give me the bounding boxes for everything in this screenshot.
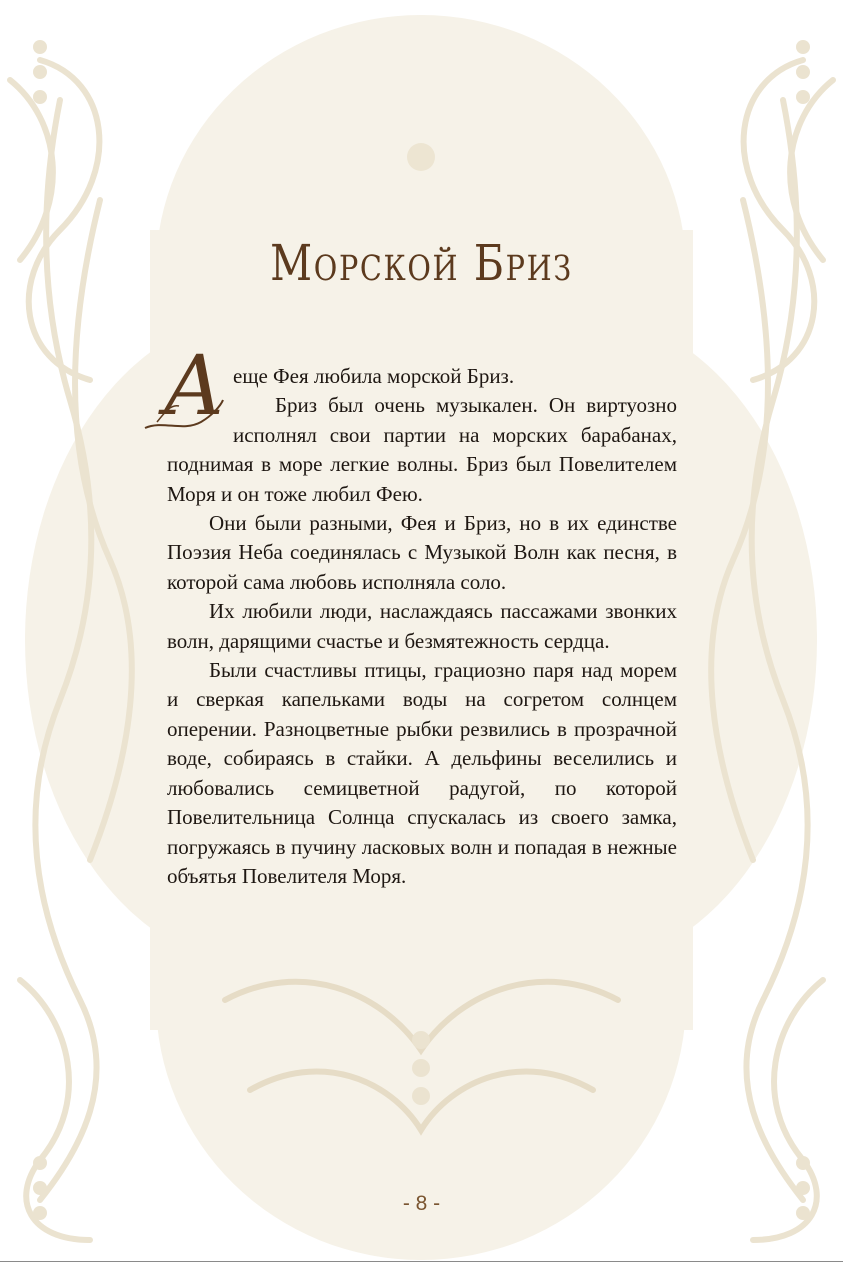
paragraph-text: еще Фея любила морской Бриз. [233, 364, 515, 388]
paragraph: Бриз был очень музыкален. Он виртуозно исполнял свои партии на морских барабанах, поднимая в море легкие волны. Бриз был Повелителем Моря и он тоже любил Фею. [167, 393, 677, 506]
paragraph: Их любили люди, наслаждаясь пассажами звонких волн, дарящими счастье и безмятежность сердца. [167, 599, 677, 653]
page-title: Морской Бриз [270, 234, 573, 292]
story-text [163, 339, 677, 891]
drop-cap: А [143, 360, 225, 438]
paragraph [163, 339, 677, 434]
footer-divider [0, 1261, 843, 1262]
paragraph: Они были разными, Фея и Бриз, но в их единстве Поэзия Неба соединялась с Музыкой Волн как песня, в которой сама любовь исполняла соло. [167, 511, 677, 594]
page-number: - 8 - [402, 1192, 441, 1215]
paragraph: Были счастливы птицы, грациозно паря над морем и сверкая капельками воды на согретом солнцем оперении. Разноцветные рыбки резвились в прозрачной воде, собираясь в стайки. А дельфины веселились и любовались семицветной радугой, по которой Повелительница Солнца спускалась из своего замка, погружаясь в пучину ласковых волн и попадая в нежные объятья Повелителя Моря. [167, 658, 677, 888]
